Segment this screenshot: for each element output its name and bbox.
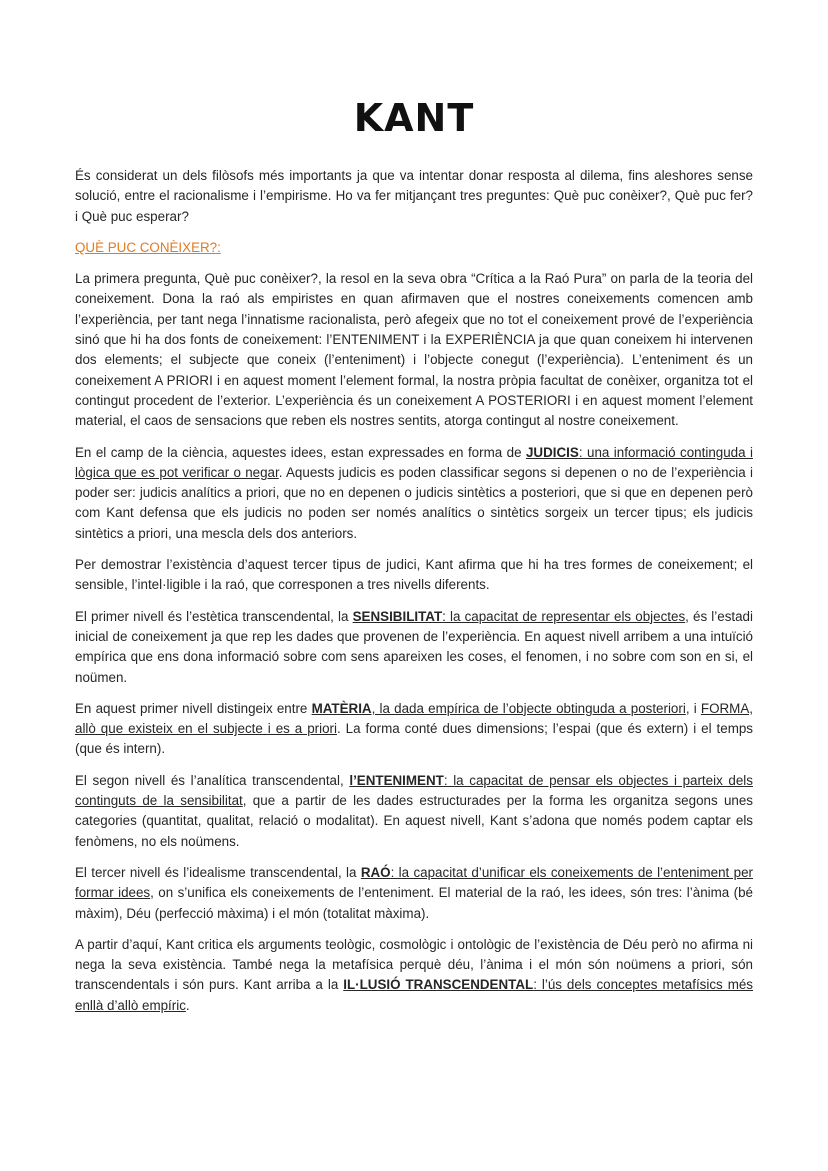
intro-paragraph: És considerat un dels filòsofs més importants ja que va intentar donar resposta al dilema, fins aleshores sense solució, entre el racionalisme i l’empirisme. Ho va fer mitjançant tres preguntes: Què puc conèixer?, Què puc fer? i Què puc esperar? (75, 168, 753, 224)
page-title: KANT (353, 96, 475, 140)
paragraph-3: Per demostrar l’existència d’aquest tercer tipus de judici, Kant afirma que hi ha tres formes de coneixement; el sensible, l’intel·ligible i la raó, que corresponen a tres nivells diferents. (75, 557, 753, 593)
definition: : l’ús dels conceptes metafísics més enllà d’allò empíric (75, 977, 753, 1013)
term-sensibilitat: SENSIBILITAT (352, 608, 443, 624)
term-materia: MATÈRIA (311, 700, 372, 716)
term-judicis: JUDICIS (525, 444, 579, 460)
definition: : la capacitat de pensar els objectes i parteix dels continguts de la sensibilitat (75, 772, 753, 809)
definition: : la capacitat d’unificar els coneixements de l’enteniment per formar idees (75, 864, 753, 901)
paragraph-5 (75, 699, 753, 760)
paragraph-7 (75, 863, 753, 924)
paragraph-2 (75, 443, 753, 544)
text: El tercer nivell és l’idealisme transcendental, la (75, 864, 361, 880)
text: , i (685, 700, 701, 716)
text: En aquest primer nivell distingeix entre (75, 700, 312, 716)
section-heading: QUÈ PUC CONÈIXER?: (75, 239, 221, 255)
text: El segon nivell és l’analítica transcendental, (75, 772, 350, 788)
text: . (185, 997, 190, 1013)
term-rao: RAÓ (360, 864, 391, 880)
definition: , la dada empírica de l’objecte obtinguda a posteriori (371, 700, 686, 716)
paragraph-6 (75, 771, 753, 852)
text: A partir d’aquí, Kant critica els arguments teològic, cosmològic i ontològic de l’existència de Déu però no afirma ni nega la seva existència. També nega la metafísica perquè déu, l’ànima i el món són noümens a priori, són transcendentals i són purs. Kant arriba a la (75, 936, 753, 993)
text: . Aquests judicis es poden classificar segons si depenen o no de l’experiència i poder ser: judicis analítics a priori, que no en depenen o judicis sintètics a posteriori, que si que en depenen però com Kant defensa que els judicis no poden ser només analítics o sintètics sorgeix un tercer tipus; els judicis sintètics a priori, una mescla dels dos anteriors. (75, 464, 753, 541)
paragraph-4 (75, 607, 753, 688)
text: . La forma conté dues dimensions; l’espai (que és extern) i el temps (que és intern). (75, 721, 753, 757)
term-forma: FORMA, allò que existeix en el subjecte i es a priori (75, 700, 753, 737)
definition: : la capacitat de representar els objectes (442, 608, 686, 624)
text: El primer nivell és l’estètica transcendental, la (75, 608, 353, 624)
paragraph-1: La primera pregunta, Què puc conèixer?, la resol en la seva obra “Crítica a la Raó Pura” on parla de la teoria del coneixement. Dona la raó als empiristes en quan afirmaven que el nostres coneixements comencen amb l’experiència, per tant nega l’innatisme racionalista, però afegeix que no tot el coneixement prové de l’experiència sinó que hi ha dos fonts de coneixement: l’ENTENIMENT i la EXPERIÈNCIA ja que quan coneixem hi intervenen dos elements; el subjecte que coneix (l’enteniment) i l’objecte conegut (l’experiència). L’enteniment és un coneixement A PRIORI i en aquest moment l’element formal, la nostra pròpia facultat de conèixer, organitza tot el contingut procedent de l’exterior. L’experiència és un coneixement A POSTERIORI i en aquest moment l’element material, el caos de sensacions que reben els nostres sentits, atorga contingut al nostre coneixement. (75, 271, 753, 429)
definition: : una informació continguda i lògica que es pot verificar o negar (75, 444, 753, 480)
term-enteniment: l’ENTENIMENT (349, 772, 444, 788)
text: En el camp de la ciència, aquestes idees, estan expressades en forma de (75, 444, 526, 460)
text: , on s’unifica els coneixements de l’enteniment. El material de la raó, les idees, són tres: l’ànima (bé màxim), Déu (perfecció màxima) i el món (totalitat màxima). (75, 885, 753, 921)
text: , és l’estadi inicial de coneixement ja que rep les dades que provenen de l’experiència. En aquest nivell arribem a una intuïció empírica que ens dona informació sobre com sens apareixen les coses, el fenomen, i no sobre com son en si, el noümen. (75, 608, 753, 685)
paragraph-8 (75, 935, 753, 1016)
term-illusio-transcendental: IL·LUSIÓ TRANSCENDENTAL (343, 977, 534, 993)
text: , que a partir de les dades estructurades per la forma les organitza segons unes categories (quantitat, qualitat, relació o modalitat). En aquest nivell, Kant s’adona que només podem captar els fenòmens, no els noümens. (75, 793, 754, 849)
document-body (75, 166, 753, 1027)
